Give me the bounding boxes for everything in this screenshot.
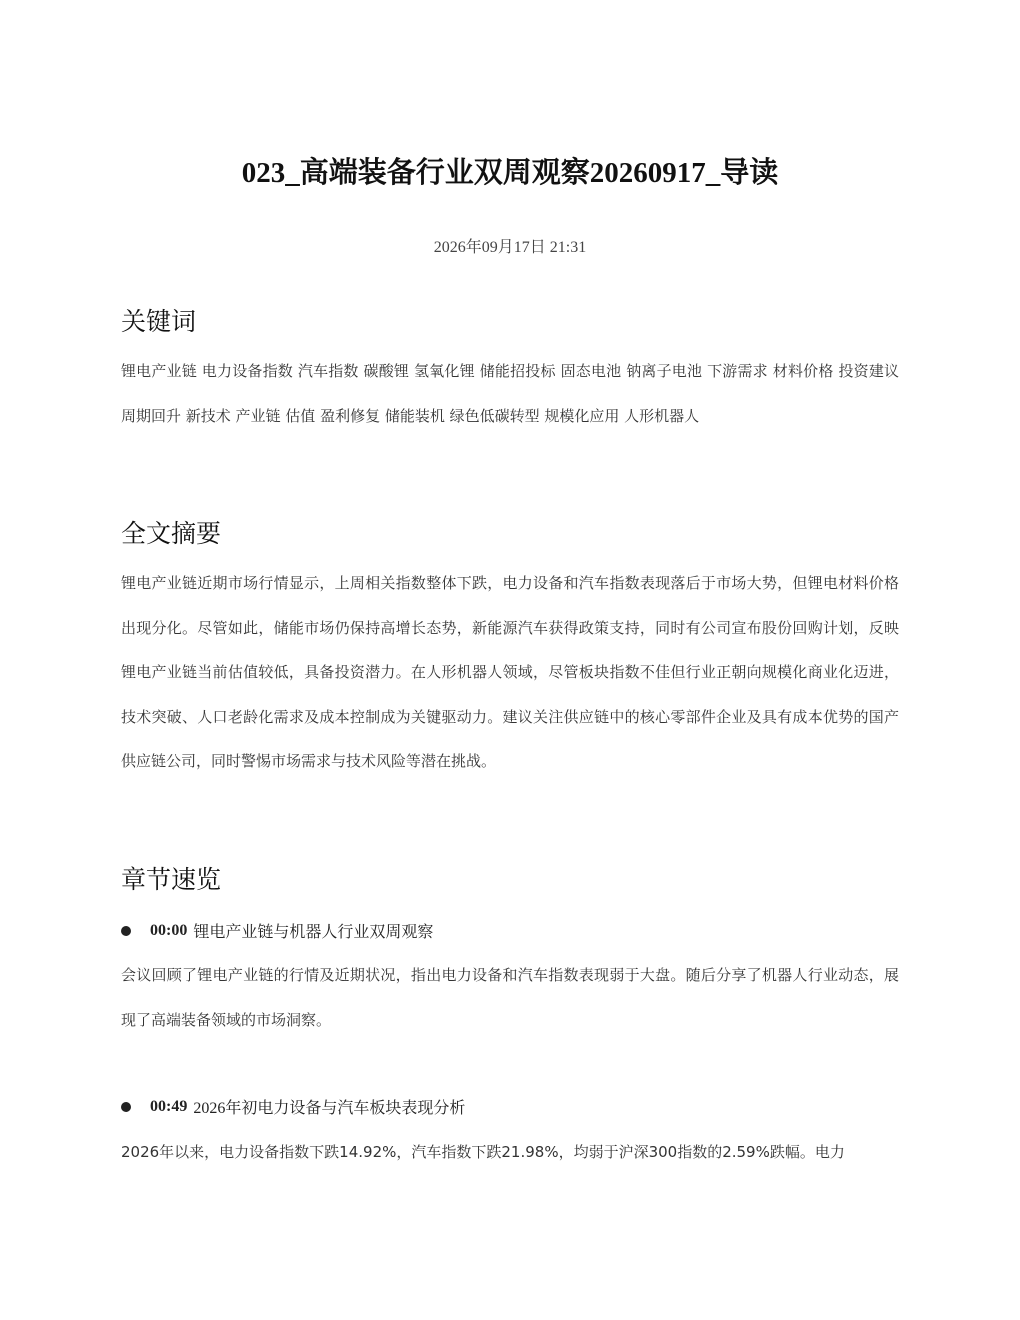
document-date: 2026年09月17日 21:31: [433, 239, 587, 256]
keywords-heading: 关键词: [121, 309, 197, 336]
chapter-timestamp: 00:49: [150, 1097, 188, 1115]
document-title: 023_高端装备行业双周观察20260917_导读: [241, 157, 779, 189]
chapter-text: 2026年以来，电力设备指数下跌14.92%，汽车指数下跌21.98%，均弱于沪深300指数的2.59%跌幅。电力: [121, 1143, 845, 1161]
bullet-icon: [121, 1102, 131, 1112]
bullet-icon: [121, 926, 131, 936]
chapter-timestamp: 00:00: [150, 921, 188, 939]
keywords-text: 锂电产业链 电力设备指数 汽车指数 碳酸锂 氢氧化锂 储能招投标 固态电池 钠离子电池 下游需求 材料价格 投资建议 周期回升 新技术 产业链 估值 盈利修复 储能装机 绿色低碳转型 规模化应用 人形机器人: [121, 362, 899, 425]
chapter-item-title: [121, 919, 899, 942]
chapter-title: 2026年初电力设备与汽车板块表现分析: [193, 1100, 466, 1117]
chapter-title: 锂电产业链与机器人行业双周观察: [193, 924, 434, 941]
chapter-item-title: [121, 1095, 899, 1118]
summary-text: 锂电产业链近期市场行情显示，上周相关指数整体下跌，电力设备和汽车指数表现落后于市场大势，但锂电材料价格出现分化。尽管如此，储能市场仍保持高增长态势，新能源汽车获得政策支持，同时有公司宣布股份回购计划，反映锂电产业链当前估值较低，具备投资潜力。在人形机器人领域，尽管板块指数不佳但行业正朝向规模化商业化迈进，技术突破、人口老龄化需求及成本控制成为关键驱动力。建议关注供应链中的核心零部件企业及具有成本优势的国产供应链公司，同时警惕市场需求与技术风险等潜在挑战。: [121, 574, 899, 770]
chapter-text: 会议回顾了锂电产业链的行情及近期状况，指出电力设备和汽车指数表现弱于大盘。随后分享了机器人行业动态，展现了高端装备领域的市场洞察。: [121, 966, 899, 1029]
chapters-heading: 章节速览: [121, 867, 222, 894]
summary-heading: 全文摘要: [121, 521, 222, 548]
